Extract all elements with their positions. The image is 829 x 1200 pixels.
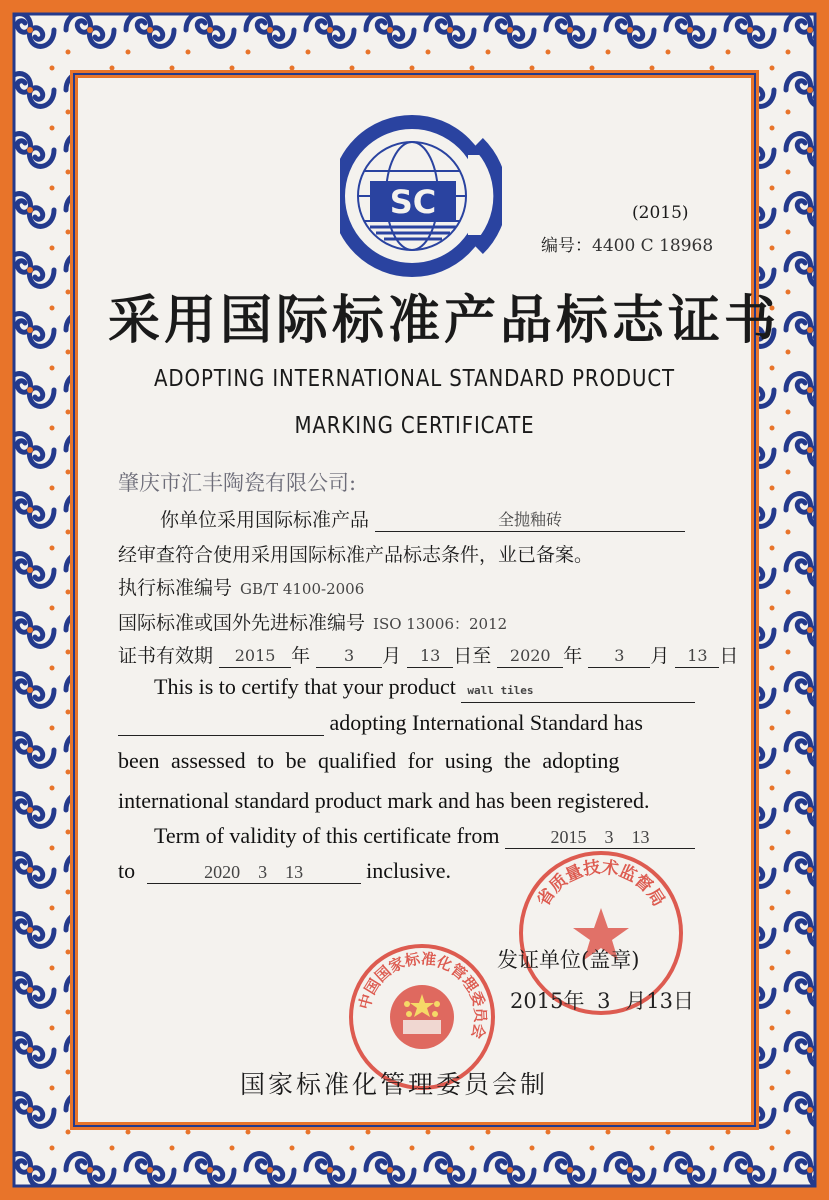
product-line-cn bbox=[160, 505, 685, 532]
valid-to-date-en: 2020 3 13 bbox=[147, 861, 361, 884]
to-word: to bbox=[118, 858, 136, 883]
certificate-number-value: 4400 C 18968 bbox=[592, 236, 714, 256]
valid-to-year: 2020 bbox=[497, 645, 563, 668]
product-name-cn: 全抛釉砖 bbox=[375, 509, 685, 532]
csc-logo bbox=[340, 115, 502, 277]
assessed-line-en: been assessed to be qualified for using the adopting bbox=[118, 748, 620, 773]
year-char: 年 bbox=[291, 645, 311, 667]
product-line-en bbox=[154, 674, 695, 703]
intl-standard-line bbox=[118, 608, 507, 635]
title-english-line2: MARKING CERTIFICATE bbox=[294, 413, 535, 439]
intl-standard-value: ISO 13006：2012 bbox=[373, 615, 508, 633]
issue-month-char: 月 bbox=[625, 989, 647, 1013]
footer-issuer: 国家标准化管理委员会制 bbox=[240, 1070, 549, 1099]
certify-text: This is to certify that your product bbox=[154, 674, 456, 699]
national-seal-text: 中国国家标准化管理委员会 bbox=[355, 949, 490, 1041]
inclusive-text: inclusive. bbox=[366, 858, 452, 883]
logo-text: SC bbox=[389, 183, 437, 221]
adopting-text: adopting International Standard has bbox=[329, 710, 643, 735]
valid-from-date-en: 2015 3 13 bbox=[505, 826, 695, 849]
certificate-number bbox=[541, 231, 713, 256]
valid-to-day: 13 bbox=[675, 645, 719, 668]
issue-day-char: 日 bbox=[672, 989, 694, 1013]
adopting-line-en bbox=[118, 710, 643, 736]
provincial-seal-text: 省质量技术监督局 bbox=[533, 857, 669, 911]
title-english-line1: ADOPTING INTERNATIONAL STANDARD PRODUCT bbox=[154, 366, 675, 392]
validity-line-en bbox=[154, 823, 695, 849]
month-char: 月 bbox=[382, 645, 402, 667]
issue-day: 13 bbox=[646, 989, 673, 1013]
product-name-en: wall tiles bbox=[461, 680, 695, 703]
certificate-number-year: (2015) bbox=[632, 203, 689, 223]
month-char-2: 月 bbox=[650, 645, 670, 667]
intl-standard-label: 国际标准或国外先进标准编号 bbox=[118, 612, 366, 634]
valid-from-day: 13 bbox=[407, 645, 453, 668]
standard-number-label: 执行标准编号 bbox=[118, 577, 233, 599]
issuer-label: 发证单位(盖章) bbox=[497, 948, 640, 972]
validity-label: 证书有效期 bbox=[118, 645, 214, 667]
product-prefix-cn: 你单位采用国际标准产品 bbox=[160, 509, 370, 531]
year-char-2: 年 bbox=[563, 645, 583, 667]
validity-line-cn bbox=[118, 641, 738, 668]
issue-year-char: 年 bbox=[563, 989, 585, 1013]
standard-number-line bbox=[118, 573, 364, 600]
valid-to-month: 3 bbox=[588, 645, 650, 668]
validity-text-en: Term of validity of this certificate from bbox=[154, 823, 500, 848]
to-char: 日至 bbox=[453, 645, 492, 667]
title-chinese: 采用国际标准产品标志证书 bbox=[108, 290, 781, 351]
issue-month: 3 bbox=[597, 989, 611, 1013]
valid-from-year: 2015 bbox=[219, 645, 291, 668]
day-char: 日 bbox=[719, 645, 739, 667]
certificate-number-label: 编号： bbox=[541, 236, 592, 256]
standard-number-value: GB/T 4100-2006 bbox=[240, 580, 365, 598]
issue-date bbox=[510, 985, 694, 1015]
validity-to-line-en bbox=[118, 858, 451, 884]
approval-statement-cn: 经审查符合使用采用国际标准产品标志条件，业已备案。 bbox=[118, 544, 594, 566]
registered-line-en: international standard product mark and has been registered. bbox=[118, 788, 650, 813]
valid-from-month: 3 bbox=[316, 645, 382, 668]
svg-text:省质量技术监督局 bbox=[533, 856, 669, 910]
company-name: 肇庆市汇丰陶瓷有限公司: bbox=[118, 471, 357, 495]
issue-year: 2015 bbox=[510, 989, 564, 1013]
